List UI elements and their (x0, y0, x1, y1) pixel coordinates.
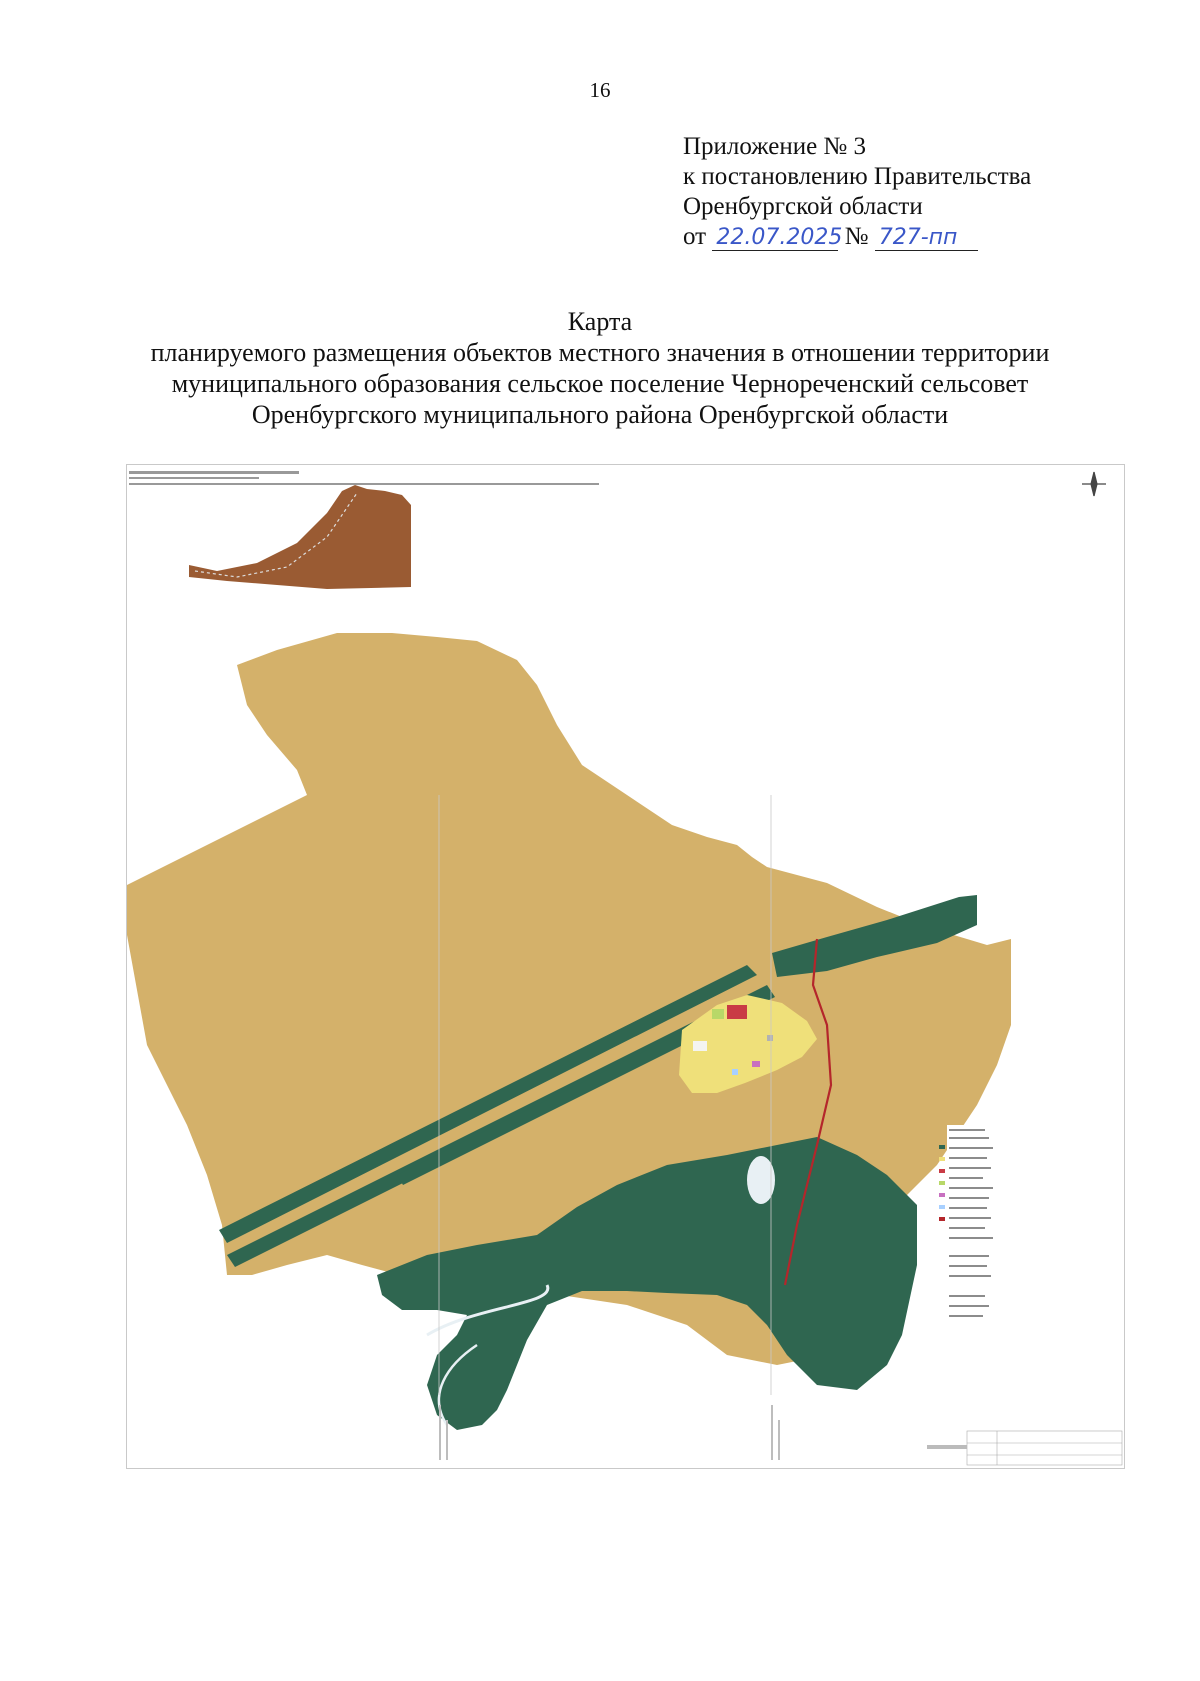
map-title-line-3: муниципального образования сельское поселение Чернореченский сельсовет (171, 369, 1029, 398)
inset-overview-map (189, 485, 411, 589)
appendix-line-2: к постановлению Правительства (683, 163, 1032, 190)
appendix-date-line (683, 222, 1031, 252)
map-legend (939, 1125, 999, 1345)
map-title-line-4: Оренбургского муниципального района Оренбургской области (251, 400, 949, 429)
appendix-line-3: Оренбургской области (683, 193, 923, 220)
handwritten-number: 727-пп (875, 226, 978, 251)
map-image (126, 464, 1125, 1469)
title-stamp-block (967, 1431, 1122, 1465)
handwritten-date: 22.07.2025 (712, 226, 838, 251)
map-title-line-2: планируемого размещения объектов местного значения в отношении территории (150, 338, 1050, 367)
map-header-text (129, 471, 599, 485)
date-prefix: от (683, 223, 707, 250)
appendix-block (683, 132, 1031, 252)
map-drawing (127, 465, 1124, 1468)
map-title-line-1: Карта (567, 307, 633, 336)
compass-star-icon (1082, 472, 1106, 496)
map-title (0, 306, 1200, 430)
page-number: 16 (589, 78, 611, 102)
number-prefix: № (844, 223, 869, 250)
appendix-line-1: Приложение № 3 (683, 133, 867, 160)
